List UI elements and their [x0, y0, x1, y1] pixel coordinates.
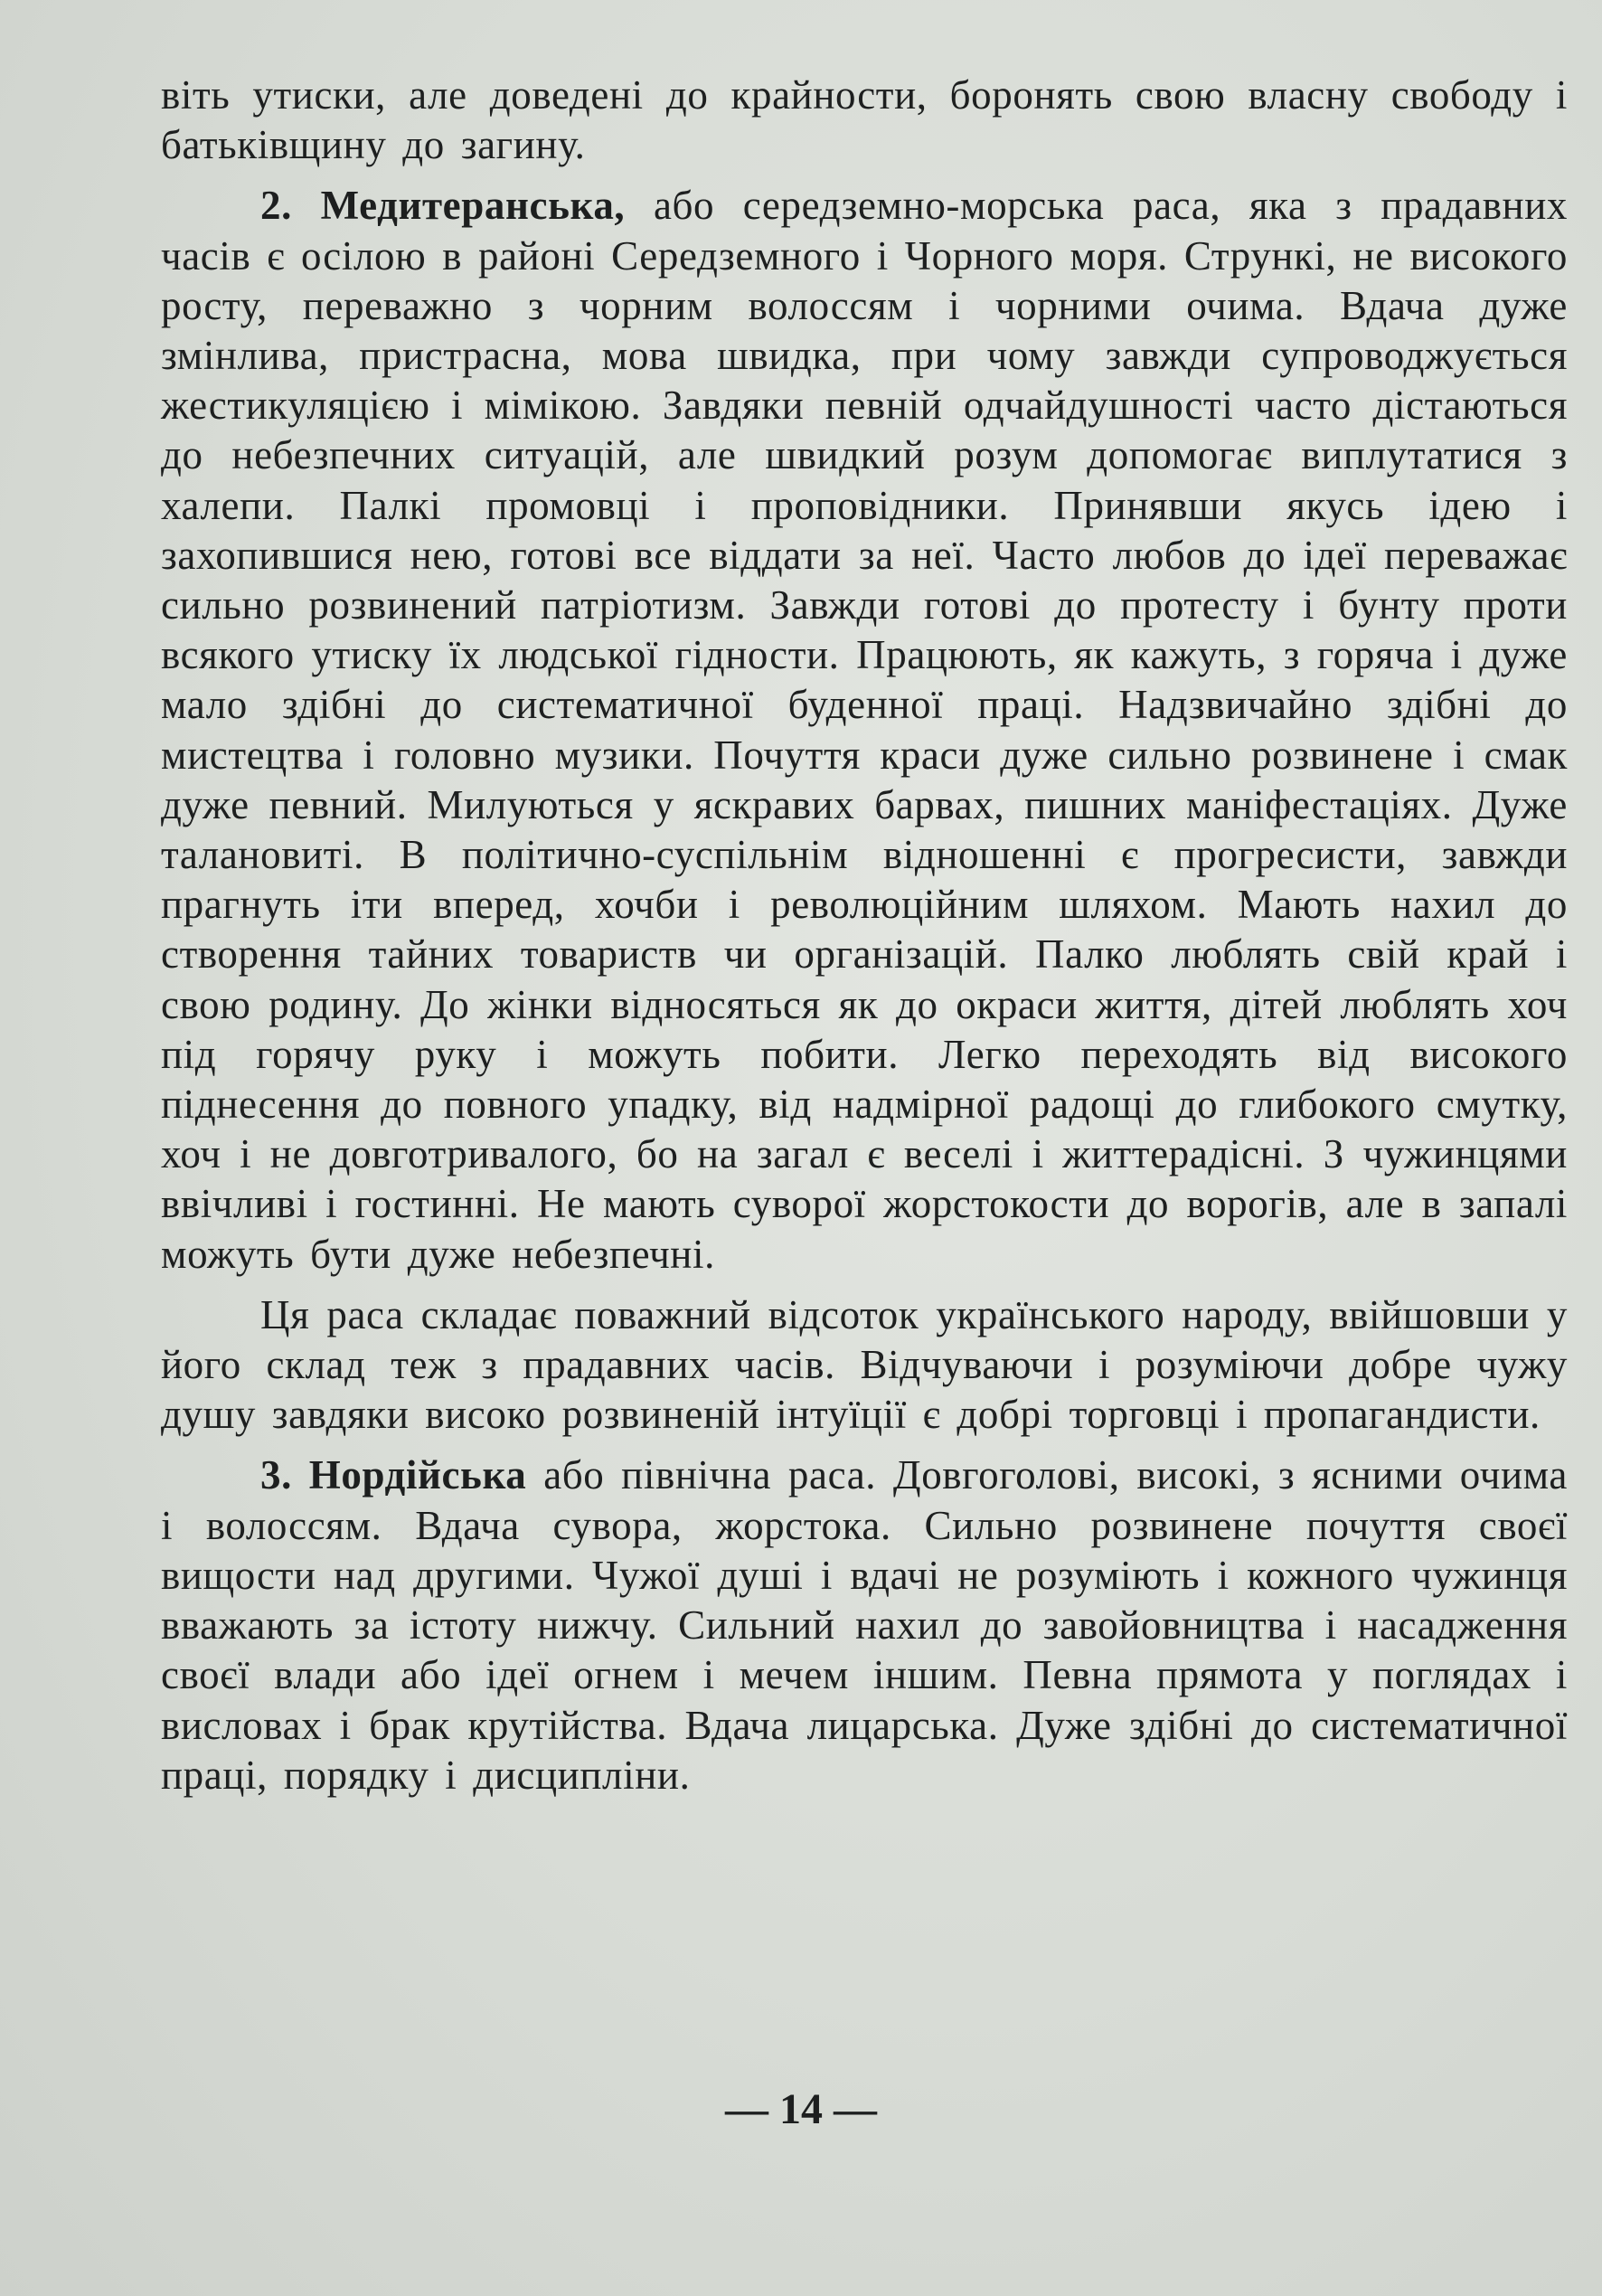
section-heading-mediterranean: 2. Медитеранська,	[260, 183, 626, 229]
paragraph-text: або північна раса. Довгоголові, високі, з ясними очима і волоссям. Вдача сувора, жорстока. Сильно розвинене почуття своєї вищости над другими. Чужої душі і вдачі не розуміють і кожного чужинця вважають за істоту нижчу. Сильний нахил до завойовництва і насадження своєї влади або ідеї огнем і мечем іншим. Певна прямота у поглядах і висловах і брак крутійства. Вдача лицарська. Дуже здібні до систематичної праці, порядку і дисципліни.	[161, 1452, 1568, 1798]
paragraph-share	[161, 1290, 1568, 1441]
paragraph-continuation	[161, 71, 1568, 170]
page-number: — 14 —	[725, 2085, 877, 2133]
page-text	[161, 71, 1568, 1800]
paragraph-text: Ця раса складає поважний відсоток українського народу, ввійшовши у його склад теж з прадавних часів. Відчуваючи і розуміючи добре чужу душу завдяки високо розвиненій інтуїції є добрі торговці і пропагандисти.	[161, 1291, 1568, 1438]
paragraph-text: віть утиски, але доведені до крайности, боронять свою власну свободу і батьківщину до загину.	[161, 72, 1568, 168]
paragraph-text: або середземно-морська раса, яка з прадавних часів є осілою в районі Середземного і Чорного моря. Стрункі, не високого росту, переважно з чорним волоссям і чорними очима. Вдача дуже змінлива, пристрасна, мова швидка, при чому завжди супроводжується жестикуляцією і мімікою. Завдяки певній одчайдушності часто дістаються до небезпечних ситуацій, але швидкий розум допомогає виплутатися з халепи. Палкі промовці і проповідники. Принявши якусь ідею і захопившися нею, готові все віддати за неї. Часто любов до ідеї переважає сильно розвинений патріотизм. Завжди готові до протесту і бунту проти всякого утиску їх людської гідности. Працюють, як кажуть, з горяча і дуже мало здібні до систематичної буденної праці. Надзвичайно здібні до мистецтва і головно музики. Почуття краси дуже сильно розвинене і смак дуже певний. Милуються у яскравих барвах, пишних маніфестаціях. Дуже талановиті. В політично-суспільнім відношенні є прогресисти, завжди прагнуть іти вперед, хочби і революційним шляхом. Мають нахил до створення тайних товариств чи організацій. Палко люблять свій край і свою родину. До жінки відносяться як до окраси життя, дітей люблять хоч під горячу руку і можуть побити. Легко переходять від високого піднесення до повного упадку, від надмірної радощі до глибокого смутку, хоч і не довготривалого, бо на загал є веселі і життерадісні. З чужинцями ввічливі і гостинні. Не мають суворої жорстокости до ворогів, але в запалі можуть бути дуже небезпечні.	[161, 183, 1569, 1277]
paragraph-nordic	[161, 1450, 1568, 1800]
paragraph-mediterranean	[161, 181, 1568, 1279]
section-heading-nordic: 3. Нордійська	[260, 1452, 527, 1498]
